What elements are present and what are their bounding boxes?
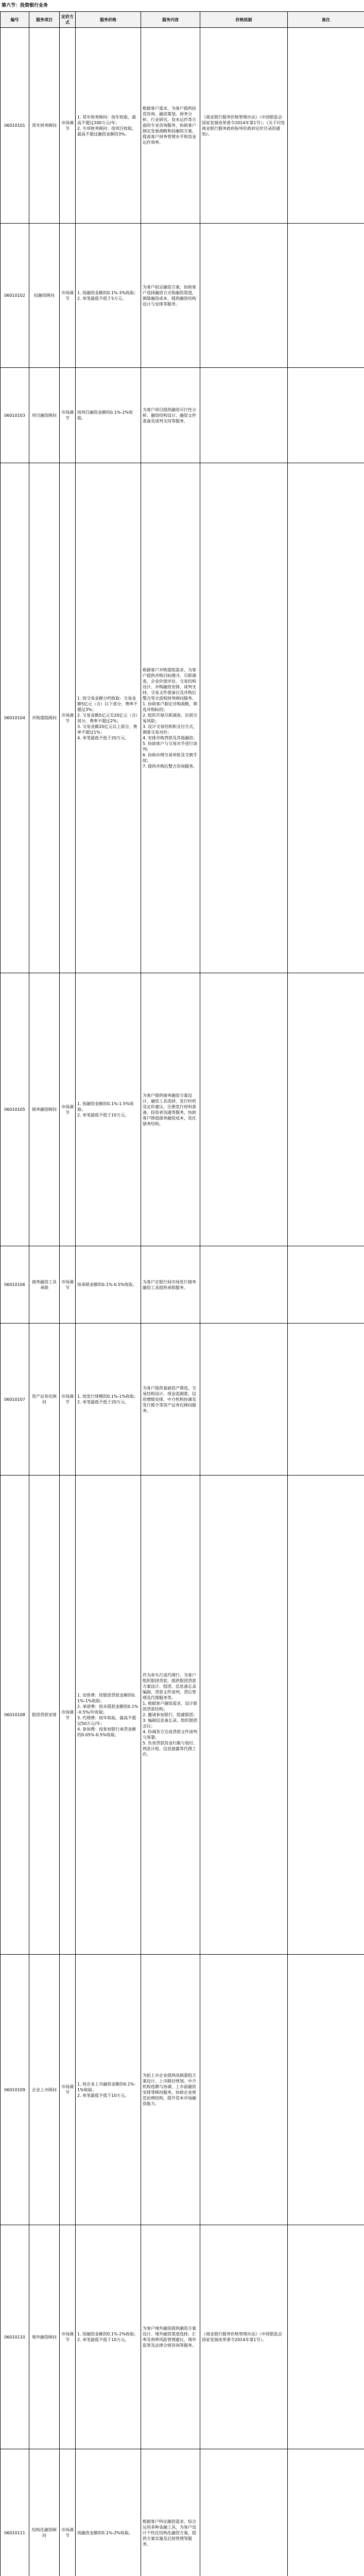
row-policy bbox=[200, 1476, 288, 1955]
row-content: 为客户提供债务融资方案设计、融资工具选择、发行时机及定价建议、注册发行材料准备、投资者沟通等服务，协助客户降低债务融资成本，优化债务结构。 bbox=[141, 973, 200, 1246]
row-content: 为客户在银行间市场发行债务融资工具提供承销服务。 bbox=[141, 1246, 200, 1324]
row-price: 1. 按交易金额分档收取：交易金额5亿元（含）以下部分，费率不超过3%； 2. 交易金额5亿元至20亿元（含）部分，费率不超过2%； 3. 交易金额20亿元以上部分，费率不超过1%； 4. 单笔最低不低于20万元。 bbox=[76, 463, 141, 973]
row-remark bbox=[288, 368, 364, 463]
row-policy bbox=[200, 463, 288, 973]
row-code: 06010104 bbox=[1, 463, 29, 973]
header-policy: 价格依据 bbox=[200, 12, 288, 28]
header-content: 服务内容 bbox=[141, 12, 200, 28]
row-pricing-method: 市场调节 bbox=[60, 1476, 76, 1955]
row-content: 为客户境外融资提供融资方案设计、境外融资渠道选择、汇率及利率风险管理建议、境外监管及法律合规咨询等服务。 bbox=[141, 2225, 200, 2449]
table-row bbox=[1, 2225, 364, 2449]
row-policy bbox=[200, 224, 288, 368]
row-price: 1. 按融资金额的0.1%-1.5%收取； 2. 单笔最低不低于10万元。 bbox=[76, 973, 141, 1246]
row-pricing-method: 市场调节 bbox=[60, 224, 76, 368]
table-row bbox=[1, 973, 364, 1246]
header-pricing-method: 定价方式 bbox=[60, 12, 76, 28]
row-price: 按承销金额的0.1%-0.5%收取。 bbox=[76, 1246, 141, 1324]
row-policy bbox=[200, 2449, 288, 2576]
row-service-name: 企业上市顾问 bbox=[29, 1955, 60, 2225]
row-price: 1. 按发行规模的0.1%-1%收取； 2. 单笔最低不低于20万元。 bbox=[76, 1324, 141, 1476]
row-remark bbox=[288, 2449, 364, 2576]
row-remark bbox=[288, 463, 364, 973]
row-remark bbox=[288, 224, 364, 368]
row-remark bbox=[288, 973, 364, 1246]
row-content: 根据客户并购重组需求，为客户提供并购目标搜寻、尽职调查、企业价值评估、交易结构设计、并购融资安排、谈判支持、交易文件准备以及并购后整合等全流程财务顾问服务。 1. 协助客户制定并购战略，筛选并购标的； 2. 组织开展尽职调查，识别交易风险； 3. 设计交易结构和支付方式，测算交易对价； 4. 安排并购贷款及其他融资； 5. 协助客户与交易对手进行谈判； 6. 协助办理交易审批及交割手续； 7. 提供并购后整合咨询服务。 bbox=[141, 463, 200, 973]
table-row bbox=[1, 1246, 364, 1324]
row-code: 06010110 bbox=[1, 2225, 29, 2449]
row-code: 06010111 bbox=[1, 2449, 29, 2576]
row-policy bbox=[200, 1955, 288, 2225]
row-code: 06010107 bbox=[1, 1324, 29, 1476]
row-service-name: 债务融资顾问 bbox=[29, 973, 60, 1246]
row-pricing-method: 市场调节 bbox=[60, 2449, 76, 2576]
row-pricing-method: 市场调节 bbox=[60, 1246, 76, 1324]
header-row bbox=[1, 12, 364, 28]
row-pricing-method: 市场调节 bbox=[60, 2225, 76, 2449]
row-policy: 《商业银行服务价格管理办法》（中国银监会 国家发展改革委令2014年第1号）；《关于印发商业银行服务政府指导价政府定价目录的通知》。 bbox=[200, 28, 288, 224]
row-pricing-method: 市场调节 bbox=[60, 1324, 76, 1476]
table-row bbox=[1, 463, 364, 973]
row-content: 为客户项目提供融资可行性分析、融资结构设计、融资文件准备及谈判支持等服务。 bbox=[141, 368, 200, 463]
row-pricing-method: 市场调节 bbox=[60, 368, 76, 463]
row-service-name: 资产证券化顾问 bbox=[29, 1324, 60, 1476]
row-pricing-method: 市场调节 bbox=[60, 28, 76, 224]
table-body bbox=[1, 28, 364, 2576]
row-price: 1. 安排费：按银团贷款金额的0.1%-1%收取； 2. 承诺费：按未提款金额的0.1%-0.5%/年收取； 3. 代理费：按年收取，最高不超过50万元/年； 4. 参加费：按参加银行承贷金额的0.05%-0.5%收取。 bbox=[76, 1476, 141, 1955]
row-remark bbox=[288, 1955, 364, 2225]
row-price: 按项目融资金额的0.1%-2%收取。 bbox=[76, 368, 141, 463]
table-row bbox=[1, 2449, 364, 2576]
row-service-name: 项目融资顾问 bbox=[29, 368, 60, 463]
row-service-name: 结构化融资顾问 bbox=[29, 2449, 60, 2576]
header-price: 服务价格 bbox=[76, 12, 141, 28]
header-code: 编号 bbox=[1, 12, 29, 28]
table-row bbox=[1, 1476, 364, 1955]
row-policy bbox=[200, 1246, 288, 1324]
row-pricing-method: 市场调节 bbox=[60, 1955, 76, 2225]
row-price: 1. 按融资金额的0.1%-3%收取； 2. 单笔最低不低于5万元。 bbox=[76, 224, 141, 368]
row-price: 1. 常年财务顾问：按年收取，最高不超过200万元/年； 2. 专项财务顾问：按项目收取，最高不超过融资金额的3%。 bbox=[76, 28, 141, 224]
row-content: 为客户拟定融资方案，协助客户选择融资方式和融资渠道，测算融资成本，提供融资结构设计与安排等服务。 bbox=[141, 224, 200, 368]
row-policy bbox=[200, 368, 288, 463]
row-code: 06010101 bbox=[1, 28, 29, 224]
row-policy bbox=[200, 973, 288, 1246]
row-price: 1. 按企业上市融资金额的0.1%-1%收取； 2. 单笔最低不低于10万元。 bbox=[76, 1955, 141, 2225]
row-content: 根据客户需求，为客户提供投资咨询、融资策划、财务分析、行业研究、资本运作等方面的专业咨询服务，协助客户制定发展战略和投融资方案，提高客户财务管理水平和资金运作效率。 bbox=[141, 28, 200, 224]
table-row bbox=[1, 28, 364, 224]
row-service-name: 常年财务顾问 bbox=[29, 28, 60, 224]
row-code: 06010108 bbox=[1, 1476, 29, 1955]
row-content: 根据客户特定融资需求，综合运用多种金融工具，为客户设计个性化结构化融资方案，提供方案实施及后续管理等服务。 bbox=[141, 2449, 200, 2576]
row-service-name: 并购重组顾问 bbox=[29, 463, 60, 973]
row-service-name: 投融资顾问 bbox=[29, 224, 60, 368]
row-policy: 《商业银行服务价格管理办法》（中国银监会 国家发展改革委令2014年第1号）。 bbox=[200, 2225, 288, 2449]
row-service-name: 境外融资顾问 bbox=[29, 2225, 60, 2449]
row-content: 为客户提供基础资产筛选、交易结构设计、现金流测算、信用增级安排、中介机构协调及发行推介等资产证券化顾问服务。 bbox=[141, 1324, 200, 1476]
header-remark: 备注 bbox=[288, 12, 364, 28]
row-content: 为拟上市企业提供改制重组方案设计、上市路径规划、中介机构选聘与协调、上市前融资安排等顾问服务，协助企业规范治理结构，提升资本市场融资能力。 bbox=[141, 1955, 200, 2225]
row-code: 06010103 bbox=[1, 368, 29, 463]
table-row bbox=[1, 1955, 364, 2225]
row-code: 06010102 bbox=[1, 224, 29, 368]
row-price: 按融资金额的0.1%-2%收取。 bbox=[76, 2449, 141, 2576]
table-row bbox=[1, 1324, 364, 1476]
row-remark bbox=[288, 1476, 364, 1955]
row-remark bbox=[288, 28, 364, 224]
row-code: 06010106 bbox=[1, 1246, 29, 1324]
row-remark bbox=[288, 2225, 364, 2449]
row-policy bbox=[200, 1324, 288, 1476]
section-title: 第六节：投资银行业务 bbox=[2, 3, 48, 8]
header-service-name: 服务项目 bbox=[29, 12, 60, 28]
row-code: 06010109 bbox=[1, 1955, 29, 2225]
row-service-name: 银团贷款安排 bbox=[29, 1476, 60, 1955]
row-remark bbox=[288, 1246, 364, 1324]
table-row bbox=[1, 368, 364, 463]
row-content: 作为牵头行或代理行，为客户组织银团贷款，提供银团贷款方案设计、组团、信息备忘录编制、贷款文件谈判、贷后管理及代理服务等。 1. 根据客户融资需求，设计银团贷款结构； 2. 邀请参加银行，组建银团； 3. 编制信息备忘录，组织银团会议； 4. 协调各方完成贷款文件谈判与签署； 5. 负责贷款资金归集与划付、利息计收、信息披露等代理工作。 bbox=[141, 1476, 200, 1955]
row-pricing-method: 市场调节 bbox=[60, 463, 76, 973]
row-service-name: 债务融资工具承销 bbox=[29, 1246, 60, 1324]
row-code: 06010105 bbox=[1, 973, 29, 1246]
row-price: 1. 按融资金额的0.1%-2%收取； 2. 单笔最低不低于10万元。 bbox=[76, 2225, 141, 2449]
table-row bbox=[1, 224, 364, 368]
row-remark bbox=[288, 1324, 364, 1476]
fee-table bbox=[0, 11, 364, 2576]
row-pricing-method: 市场调节 bbox=[60, 973, 76, 1246]
